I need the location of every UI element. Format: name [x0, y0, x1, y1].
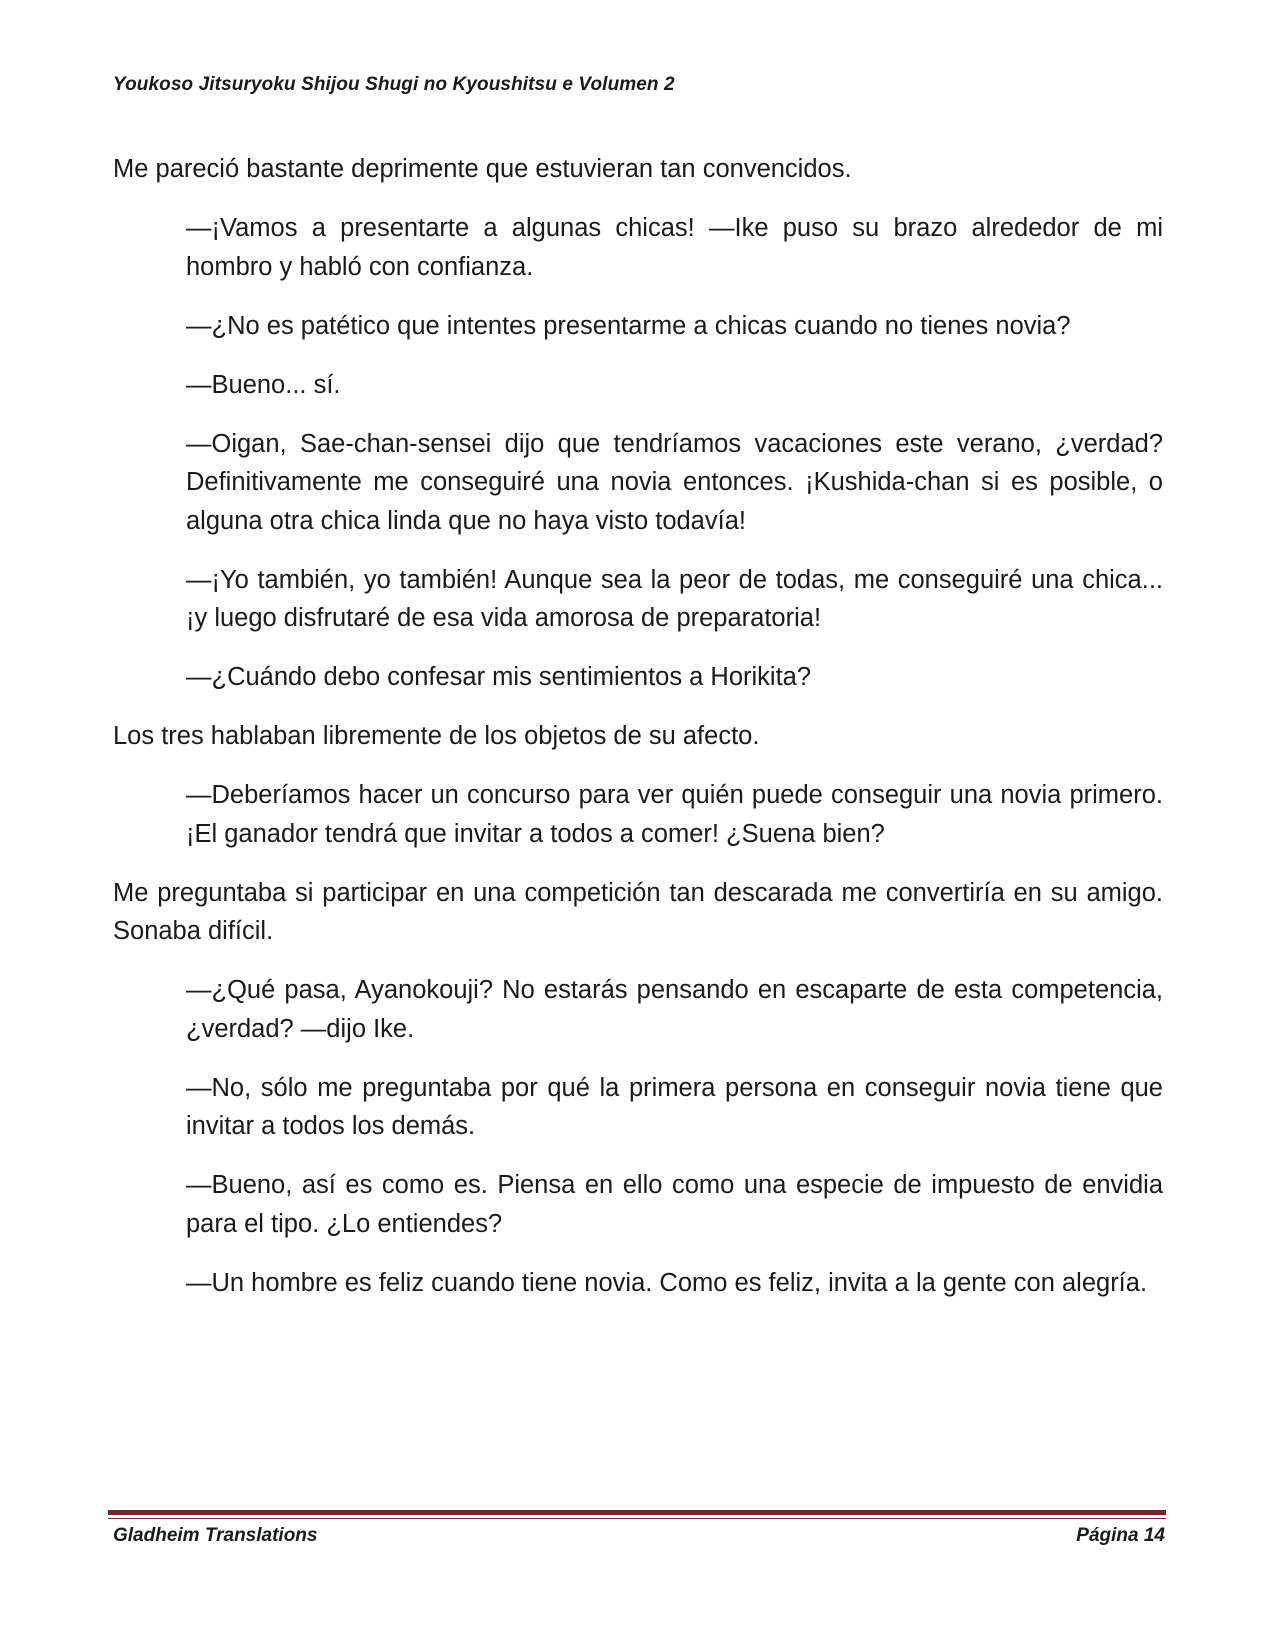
- paragraph-5: —Oigan, Sae-chan-sensei dijo que tendríamos vacaciones este verano, ¿verdad? Definitivamente me conseguiré una novia entonces. ¡Kushida-chan si es posible, o alguna otra chica linda que no haya visto todavía!: [186, 429, 1163, 535]
- paragraph-12: —No, sólo me preguntaba por qué la primera persona en conseguir novia tiene que invitar a todos los demás.: [186, 1073, 1163, 1140]
- paragraph-7: —¿Cuándo debo confesar mis sentimientos a Horikita?: [186, 663, 812, 691]
- running-header-title: Youkoso Jitsuryoku Shijou Shugi no Kyoushitsu e Volumen 2: [113, 74, 675, 95]
- footer-rule: [108, 1510, 1166, 1515]
- paragraph-1: Me pareció bastante deprimente que estuvieran tan convencidos.: [113, 155, 852, 183]
- paragraph-3: —¿No es patético que intentes presentarme a chicas cuando no tienes novia?: [186, 311, 1071, 340]
- paragraph-6: —¡Yo también, yo también! Aunque sea la peor de todas, me conseguiré una chica... ¡y luego disfrutaré de esa vida amorosa de preparatoria!: [186, 565, 1163, 632]
- paragraph-10: Me preguntaba si participar en una competición tan descarada me convertiría en su amigo. Sonaba difícil.: [113, 878, 1163, 945]
- paragraph-11: —¿Qué pasa, Ayanokouji? No estarás pensando en escaparte de esta competencia, ¿verdad? —dijo Ike.: [186, 976, 1163, 1043]
- paragraph-2: —¡Vamos a presentarte a algunas chicas! —Ike puso su brazo alrededor de mi hombro y habló con confianza.: [186, 214, 1163, 281]
- footer-rule-thin: [108, 1518, 1166, 1519]
- paragraph-9: —Deberíamos hacer un concurso para ver quién puede conseguir una novia primero. ¡El ganador tendrá que invitar a todos a comer! ¿Suena bien?: [186, 781, 1163, 848]
- paragraph-14: —Un hombre es feliz cuando tiene novia. Como es feliz, invita a la gente con alegría.: [186, 1268, 1148, 1297]
- footer-publisher: Gladheim Translations: [113, 1525, 318, 1546]
- footer-page-number: Página 14: [1076, 1525, 1165, 1546]
- body-text: [113, 150, 1163, 1323]
- paragraph-13: —Bueno, así es como es. Piensa en ello como una especie de impuesto de envidia para el tipo. ¿Lo entiendes?: [186, 1171, 1163, 1238]
- paragraph-4: —Bueno... sí.: [186, 370, 341, 399]
- paragraph-8: Los tres hablaban libremente de los objetos de su afecto.: [113, 722, 760, 750]
